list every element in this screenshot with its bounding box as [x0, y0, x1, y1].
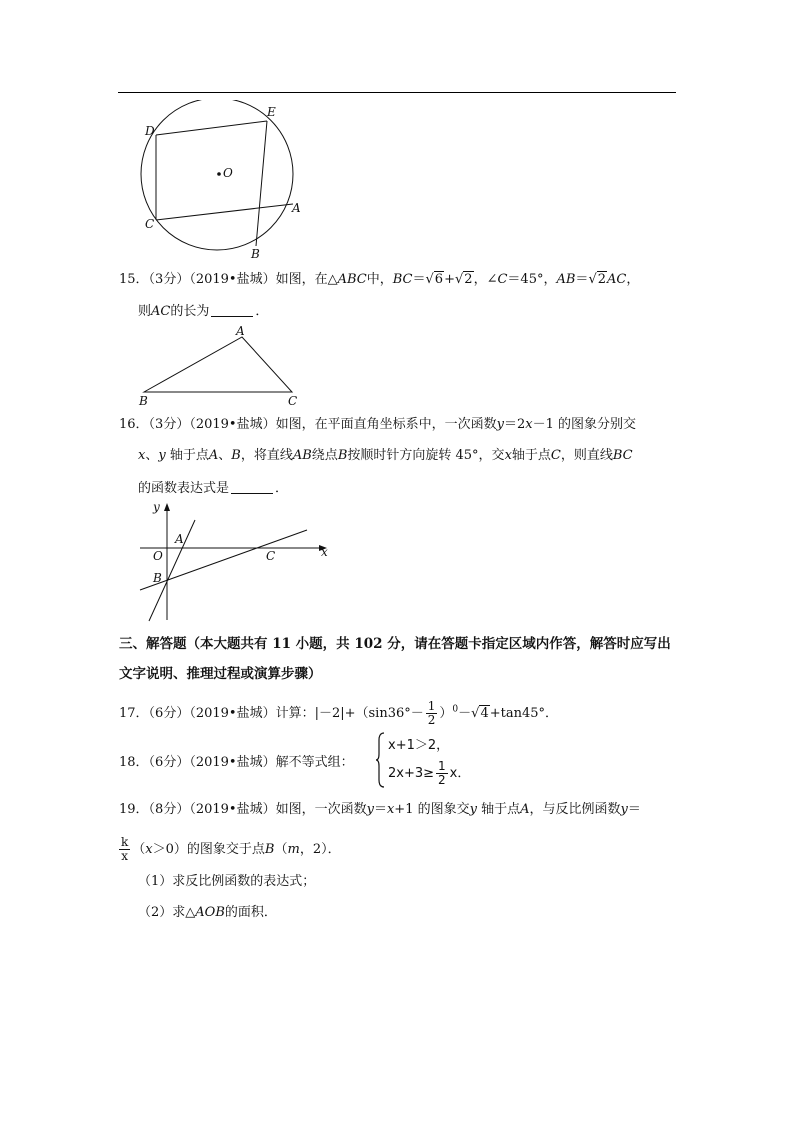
tri-label-a: A: [236, 325, 245, 338]
q16-line1: 16．（3分）（2019•盐城）如图，在平面直角坐标系中，一次函数y＝2x－1 的图象分别交: [119, 417, 636, 432]
tri-label-b: B: [139, 394, 148, 408]
q19-line1: 19．（8分）（2019•盐城）如图，一次函数y＝x+1 的图象交y 轴于点A，与反比例函数y＝: [119, 802, 641, 817]
label-o: O: [223, 166, 233, 180]
sqrt-6: √6: [425, 272, 444, 287]
triangle-abc: [144, 337, 292, 392]
line-bc: [140, 530, 307, 590]
q15-line1: 15．（3分）（2019•盐城）如图，在△ABC中，BC＝√6+√2，∠C＝45°，AB＝√2AC，: [119, 272, 640, 287]
label-d: D: [145, 124, 155, 138]
inequality-row2: 2x+3≥ $\frac{1}{2}$ x．: [388, 759, 471, 787]
triangle-figure: [135, 325, 310, 410]
brace-icon: [376, 732, 386, 788]
answer-blank-16: [231, 479, 273, 494]
sqrt-4: √4: [471, 706, 489, 721]
inequality-row1: x+1＞2，: [388, 738, 450, 753]
q19-sub1: （1）求反比例函数的表达式；: [138, 874, 316, 889]
label-a: A: [292, 201, 301, 215]
coord-label-a: A: [175, 532, 184, 546]
segment-de: [156, 121, 267, 135]
circle-figure: [135, 100, 310, 262]
label-c: C: [145, 217, 155, 231]
coordinate-figure: [135, 500, 335, 624]
segment-eb: [256, 121, 267, 246]
sqrt-2b: √2: [588, 272, 607, 287]
coord-label-b: B: [153, 571, 162, 585]
q18-fraction: $\frac{1}{2}$: [438, 759, 446, 787]
q17-fraction: $\frac{1}{2}$: [427, 699, 436, 727]
segment-ca: [156, 204, 293, 220]
q16-line3: 的函数表达式是 ．: [138, 481, 289, 496]
label-e: E: [267, 105, 276, 119]
center-point: [217, 172, 221, 176]
section3-heading-line2: 文字说明、推理过程或演算步骤）: [119, 666, 322, 682]
section3-heading-line1: 三、解答题（本大题共有 11 小题，共 102 分，请在答题卡指定区域内作答，解答时应写出: [119, 636, 671, 652]
coord-label-o: O: [153, 549, 163, 563]
q15-line2: 则AC的长为 ．: [138, 304, 269, 319]
circle-o: [141, 100, 293, 250]
q19-sub2: （2）求△AOB的面积．: [138, 905, 277, 920]
answer-blank-15: [211, 302, 253, 317]
label-b: B: [251, 247, 260, 261]
q19-fraction: $\frac{k}{x}$: [121, 835, 129, 863]
q19-line2: $\frac{k}{x}$ （x＞0）的图象交于点B（m，2）．: [121, 835, 341, 863]
q17-line: 17．（6分）（2019•盐城）计算：|－2|+（sin36°－ $\frac{1}{2}$ ）$^0$－√4+tan45°．: [119, 699, 559, 727]
q18-line: 18．（6分）（2019•盐城）解不等式组：: [119, 755, 354, 770]
axis-label-y: y: [153, 500, 160, 514]
q16-line2: x、y 轴于点A、B，将直线AB绕点B按顺时针方向旋转 45°，交x轴于点C，则直线BC: [138, 448, 633, 463]
sqrt-2: √2: [454, 272, 473, 287]
axis-label-x: x: [321, 545, 328, 559]
coord-label-c: C: [266, 549, 276, 563]
tri-label-c: C: [288, 394, 298, 408]
header-rule: [118, 92, 676, 93]
